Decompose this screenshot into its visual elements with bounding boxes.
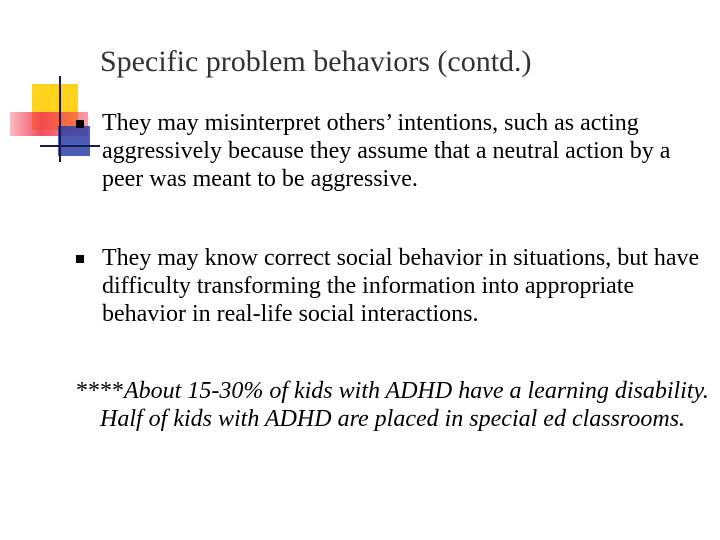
bullet-square-icon: [76, 120, 84, 128]
footnote-stars: ****: [76, 378, 124, 404]
bullet-item: [102, 109, 702, 193]
bullet-text: They may misinterpret others’ intentions, such as acting aggressively because they assume that a neutral action by a peer was meant to be aggressive.: [102, 110, 671, 192]
bullet-text: They may know correct social behavior in situations, but have difficulty transforming the information into appropriate behavior in real-life social interactions.: [102, 245, 700, 327]
footnote-text: About 15-30% of kids with ADHD have a learning disability. Half of kids with ADHD are placed in special ed classrooms.: [100, 378, 709, 432]
footnote: [76, 377, 710, 433]
bullet-square-icon: [76, 255, 84, 263]
bullet-item: [102, 244, 702, 328]
slide-title: Specific problem behaviors (contd.): [100, 45, 532, 78]
